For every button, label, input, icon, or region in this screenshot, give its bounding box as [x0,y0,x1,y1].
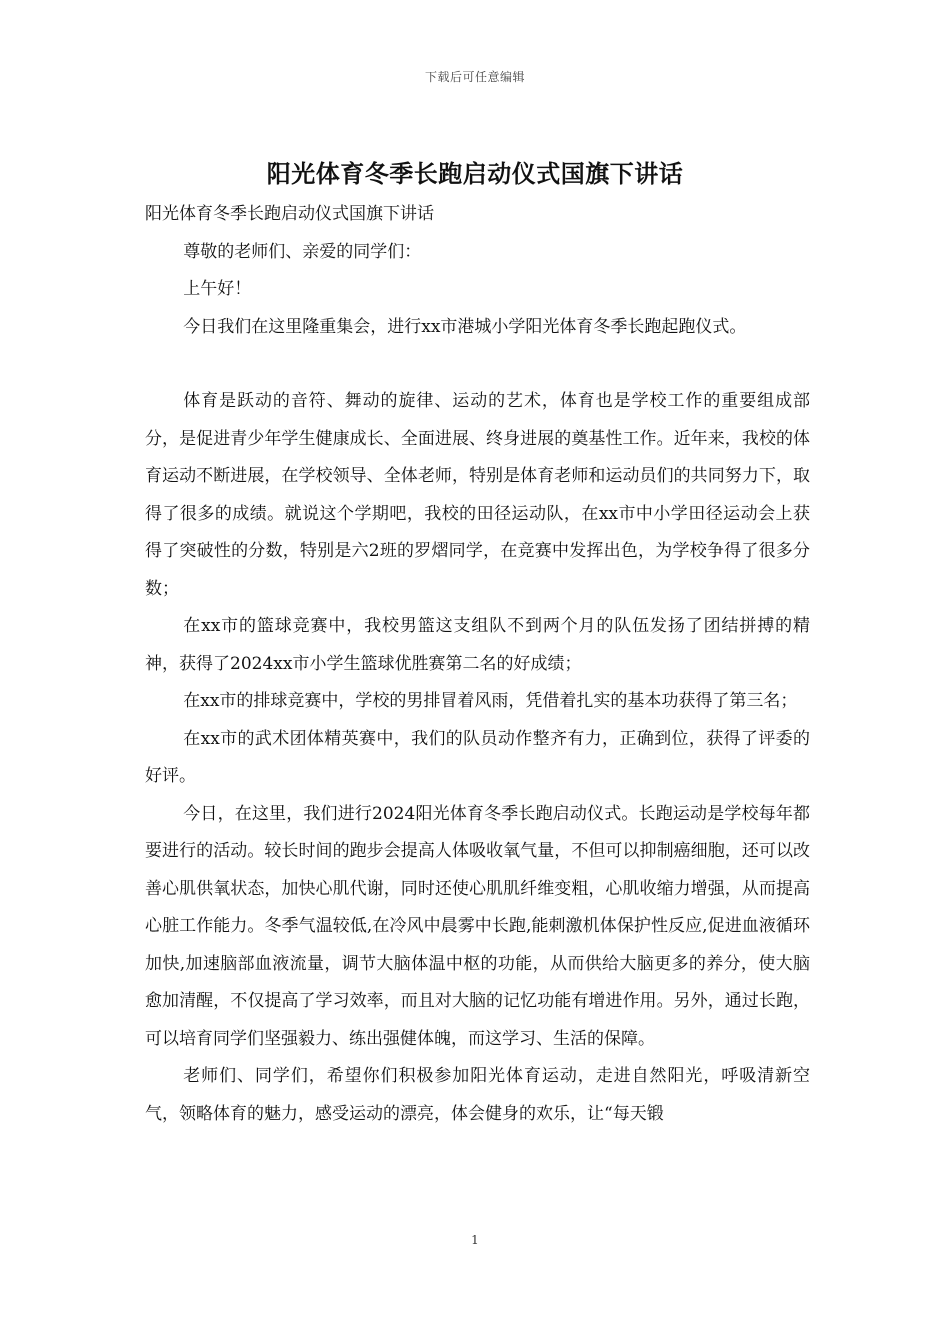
paragraph-basketball: 在xx市的篮球竞赛中，我校男篮这支组队不到两个月的队伍发扬了团结拼搏的精神，获得了2024xx市小学生篮球优胜赛第二名的好成绩； [145,616,810,674]
paragraph-salutation: 尊敬的老师们、亲爱的同学们： [183,241,422,262]
paragraph-martial-arts: 在xx市的武术团体精英赛中，我们的队员动作整齐有力，正确到位，获得了评委的好评。 [145,728,810,786]
paragraph-subtitle: 阳光体育冬季长跑启动仪式国旗下讲话 [145,204,434,224]
paragraph-opening: 今日我们在这里隆重集会，进行xx市港城小学阳光体育冬季长跑起跑仪式。 [183,316,747,337]
header-note: 下载后可任意编辑 [424,70,525,84]
paragraph-greeting: 上午好！ [183,279,252,299]
page-number: 1 [471,1233,479,1247]
document-body [145,196,810,1133]
paragraph-long-run: 今日，在这里，我们进行2024阳光体育冬季长跑启动仪式。长跑运动是学校每年都要进行的活动。较长时间的跑步会提高人体吸收氧气量，不但可以抑制癌细胞，还可以改善心肌供氧状态，加快心肌代谢，同时还使心肌肌纤维变粗，心肌收缩力增强，从而提高心脏工作能力。冬季气温较低,在冷风中晨雾中长跑,能刺激机体保护性反应,促进血液循环加快,加速脑部血液流量，调节大脑体温中枢的功能，从而供给大脑更多的养分，使大脑愈加清醒，不仅提高了学习效率，而且对大脑的记忆功能有增进作用。另外，通过长跑，可以培育同学们坚强毅力、练出强健体魄，而这学习、生活的保障。 [145,803,810,1049]
paragraph-sports-intro: 体育是跃动的音符、舞动的旋律、运动的艺术，体育也是学校工作的重要组成部分，是促进青少年学生健康成长、全面进展、终身进展的奠基性工作。近年来，我校的体育运动不断进展，在学校领导、全体老师，特别是体育老师和运动员们的共同努力下，取得了很多的成绩。就说这个学期吧，我校的田径运动队，在xx市中小学田径运动会上获得了突破性的分数，特别是六2班的罗熠同学，在竞赛中发挥出色，为学校争得了很多分数； [145,391,810,599]
paragraph-spacer [145,346,810,383]
paragraph-closing: 老师们、同学们，希望你们积极参加阳光体育运动，走进自然阳光，呼吸清新空气，领略体育的魅力，感受运动的漂亮，体会健身的欢乐，让“每天锻 [145,1066,810,1124]
document-title: 阳光体育冬季长跑启动仪式国旗下讲话 [266,159,684,188]
paragraph-volleyball: 在xx市的排球竞赛中，学校的男排冒着风雨，凭借着扎实的基本功获得了第三名； [183,691,798,711]
